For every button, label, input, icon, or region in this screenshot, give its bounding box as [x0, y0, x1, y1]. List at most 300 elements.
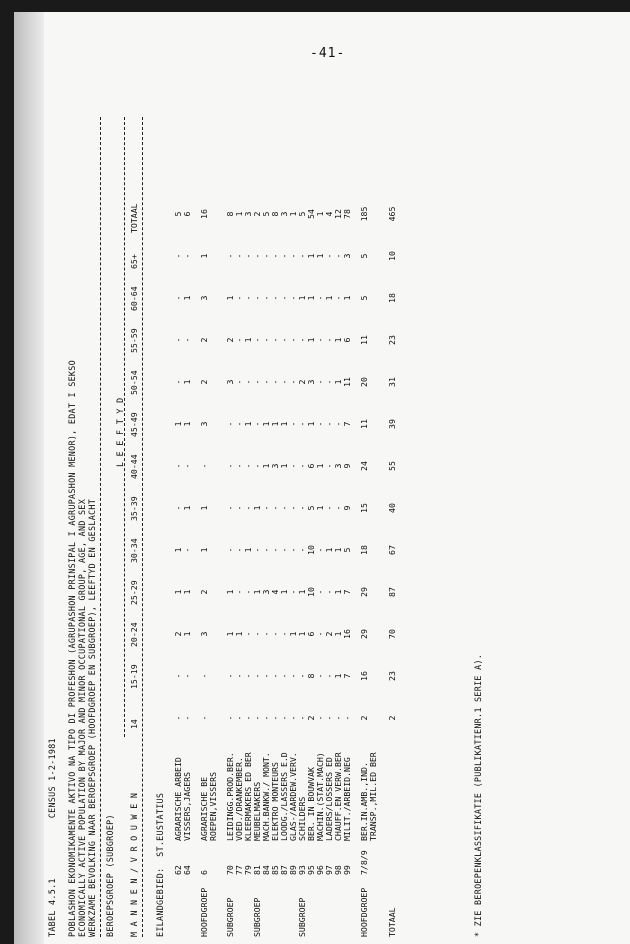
value-cell: - [270, 253, 280, 259]
value-cell: - [173, 673, 183, 679]
col-header: 15-19 [129, 664, 139, 689]
occupation-label: ELEKTRO MONTEURS [270, 762, 280, 841]
occupation-label: LADERS/LOSSERS ED [324, 757, 334, 841]
group-code: 98 [333, 865, 343, 875]
value-cell: 1 [261, 421, 271, 427]
island-label: EILANDGEBIED: ST.EUSTATIUS [155, 792, 165, 937]
value-cell: - [288, 379, 298, 385]
value-cell: - [234, 463, 244, 469]
group-code: 62 [173, 865, 183, 875]
value-cell: - [297, 337, 307, 343]
value-cell: - [288, 337, 298, 343]
value-cell: - [288, 421, 298, 427]
value-cell: - [288, 505, 298, 511]
value-cell: 40 [387, 503, 397, 513]
value-cell: - [315, 547, 325, 553]
value-cell: - [315, 631, 325, 637]
value-cell: 6 [306, 631, 316, 637]
value-cell: 5 [173, 211, 183, 217]
value-cell: 3 [199, 421, 209, 427]
value-cell: - [182, 337, 192, 343]
value-cell: 67 [387, 545, 397, 555]
value-cell: - [261, 715, 271, 721]
value-cell: 1 [234, 631, 244, 637]
value-cell: 1 [243, 337, 253, 343]
col-header: 30-34 [129, 538, 139, 563]
value-cell: 3 [333, 463, 343, 469]
value-cell: 1 [182, 421, 192, 427]
value-cell: 2 [199, 337, 209, 343]
title-line-2: ECONOMICALLY ACTIVE POPULATION BY MAJOR AND MINOR OCCUPATIONAL GROUP, AGE, AND SEX [77, 498, 87, 937]
value-cell: 16 [199, 209, 209, 219]
table-id: TABEL 4.5.1 [47, 878, 57, 937]
value-cell: - [288, 463, 298, 469]
value-cell: - [279, 505, 289, 511]
table-id-line [48, 738, 56, 937]
value-cell: 2 [199, 379, 209, 385]
occupation-label: MACHIN.(STAT.MACH) [315, 752, 325, 841]
col-header: 14 [129, 719, 139, 729]
value-cell: - [182, 463, 192, 469]
value-cell: 10 [306, 545, 316, 555]
value-cell: - [288, 589, 298, 595]
value-cell: - [333, 715, 343, 721]
group-code: 84 [261, 865, 271, 875]
divider [124, 117, 125, 737]
value-cell: 2 [297, 379, 307, 385]
value-cell: - [297, 673, 307, 679]
value-cell: 2 [252, 211, 262, 217]
value-cell: 1 [333, 547, 343, 553]
value-cell: 10 [387, 251, 397, 261]
group-label: HOOFDGROEP [199, 887, 209, 937]
value-cell: - [252, 715, 262, 721]
occupation-label: ROEPEN,VISSERS [208, 771, 218, 841]
value-cell: 1 [182, 589, 192, 595]
value-cell: 18 [359, 545, 369, 555]
value-cell: 87 [387, 587, 397, 597]
col-header: 65+ [129, 254, 139, 269]
col-header: 20-24 [129, 622, 139, 647]
value-cell: 4 [270, 589, 280, 595]
group-code: 6 [199, 870, 209, 875]
col-header: 35-39 [129, 496, 139, 521]
value-cell: 465 [387, 206, 397, 222]
value-cell: 1 [199, 253, 209, 259]
value-cell: - [261, 547, 271, 553]
value-cell: 1 [234, 211, 244, 217]
value-cell: - [333, 295, 343, 301]
value-cell: - [225, 421, 235, 427]
value-cell: 1 [297, 631, 307, 637]
value-cell: - [261, 673, 271, 679]
value-cell: - [270, 337, 280, 343]
col-header: 55-59 [129, 328, 139, 353]
value-cell: 16 [359, 671, 369, 681]
value-cell: 1 [182, 631, 192, 637]
value-cell: - [243, 715, 253, 721]
group-code: 93 [297, 865, 307, 875]
value-cell: - [173, 337, 183, 343]
title-line-3: WERKZAME BEVOLKING NAAR BEROEPSGROEP (HOOFDGROEP EN SUBGROEP), LEEFTYD EN GESLACHT [87, 498, 97, 937]
group-code: 85 [270, 865, 280, 875]
value-cell: 1 [279, 421, 289, 427]
value-cell: - [243, 379, 253, 385]
value-cell: - [270, 715, 280, 721]
value-cell: - [324, 673, 334, 679]
occupation-label: LOODG./LASSERS E.D [279, 752, 289, 841]
value-cell: 1 [333, 673, 343, 679]
group-code: 64 [182, 865, 192, 875]
value-cell: 5 [297, 211, 307, 217]
value-cell: 1 [288, 631, 298, 637]
value-cell: - [261, 337, 271, 343]
value-cell: - [234, 673, 244, 679]
value-cell: 54 [306, 209, 316, 219]
value-cell: 1 [315, 253, 325, 259]
value-cell: - [243, 253, 253, 259]
value-cell: 18 [387, 293, 397, 303]
value-cell: 5 [261, 211, 271, 217]
value-cell: - [297, 505, 307, 511]
group-code: 70 [225, 865, 235, 875]
value-cell: 3 [225, 379, 235, 385]
occupation-label: TRANSP.,MIL.ED BER [368, 752, 378, 841]
col-header: 45-49 [129, 412, 139, 437]
value-cell: 1 [279, 589, 289, 595]
value-cell: 11 [359, 419, 369, 429]
divider [100, 117, 101, 937]
value-cell: 1 [279, 463, 289, 469]
value-cell: 1 [297, 295, 307, 301]
value-cell: - [173, 505, 183, 511]
value-cell: - [225, 715, 235, 721]
value-cell: - [279, 379, 289, 385]
value-cell: 23 [387, 671, 397, 681]
footnote: * ZIE BEROEPENKLASSIFIKATIE (PUBLIKATIENR.1 SERIE A). [473, 653, 483, 937]
value-cell: 185 [359, 206, 369, 222]
value-cell: - [252, 673, 262, 679]
value-cell: - [252, 547, 262, 553]
value-cell: - [243, 589, 253, 595]
value-cell: 55 [387, 461, 397, 471]
value-cell: - [279, 295, 289, 301]
value-cell: - [279, 337, 289, 343]
value-cell: - [243, 463, 253, 469]
value-cell: - [288, 715, 298, 721]
value-cell: 1 [243, 547, 253, 553]
value-cell: 1 [173, 547, 183, 553]
value-cell: 3 [199, 295, 209, 301]
value-cell: 1 [333, 631, 343, 637]
value-cell: - [315, 421, 325, 427]
value-cell: 1 [173, 421, 183, 427]
census-date: CENSUS 1-2-1981 [47, 738, 57, 819]
value-cell: - [225, 463, 235, 469]
value-cell: 12 [333, 209, 343, 219]
value-cell: 1 [182, 295, 192, 301]
value-cell: - [225, 547, 235, 553]
age-header: L E E F T Y D [115, 397, 125, 467]
value-cell: - [234, 589, 244, 595]
value-cell: 70 [387, 629, 397, 639]
value-cell: 1 [199, 505, 209, 511]
value-cell: - [234, 253, 244, 259]
occupation-label: AGRARISCHE ARBEID [173, 757, 183, 841]
value-cell: 6 [306, 463, 316, 469]
value-cell: 2 [324, 631, 334, 637]
value-cell: - [234, 505, 244, 511]
occupation-label: MACH.BANKW./ MONT. [261, 752, 271, 841]
value-cell: 1 [342, 295, 352, 301]
occupation-label: VOED./DRANKEMBER. [234, 757, 244, 841]
value-cell: 9 [342, 463, 352, 469]
value-cell: - [324, 253, 334, 259]
value-cell: 5 [359, 295, 369, 301]
value-cell: - [297, 421, 307, 427]
value-cell: 3 [306, 379, 316, 385]
value-cell: - [333, 421, 343, 427]
value-cell: 78 [342, 209, 352, 219]
value-cell: 1 [306, 337, 316, 343]
value-cell: 2 [306, 715, 316, 721]
value-cell: 2 [359, 715, 369, 721]
value-cell: 3 [199, 631, 209, 637]
value-cell: - [261, 295, 271, 301]
value-cell: - [261, 379, 271, 385]
value-cell: - [333, 253, 343, 259]
value-cell: - [288, 253, 298, 259]
value-cell: 11 [342, 377, 352, 387]
value-cell: 7 [342, 673, 352, 679]
value-cell: 8 [306, 673, 316, 679]
value-cell: 1 [182, 505, 192, 511]
value-cell: - [243, 673, 253, 679]
value-cell: - [324, 715, 334, 721]
value-cell: 1 [173, 589, 183, 595]
value-cell: - [297, 253, 307, 259]
value-cell: 29 [359, 629, 369, 639]
value-cell: - [252, 295, 262, 301]
value-cell: - [243, 295, 253, 301]
value-cell: - [324, 421, 334, 427]
value-cell: 2 [173, 631, 183, 637]
value-cell: - [173, 715, 183, 721]
value-cell: - [261, 505, 271, 511]
value-cell: 1 [288, 211, 298, 217]
value-cell: - [270, 505, 280, 511]
sex-label: M A N N E N / V R O U W E N [129, 792, 139, 937]
value-cell: - [315, 589, 325, 595]
value-cell: 5 [359, 253, 369, 259]
value-cell: - [173, 295, 183, 301]
value-cell: 1 [315, 211, 325, 217]
value-cell: 7 [342, 589, 352, 595]
value-cell: 3 [243, 211, 253, 217]
value-cell: 2 [225, 337, 235, 343]
value-cell: 3 [279, 211, 289, 217]
value-cell: - [225, 505, 235, 511]
value-cell: 1 [333, 337, 343, 343]
group-code: 96 [315, 865, 325, 875]
value-cell: - [279, 673, 289, 679]
value-cell: - [182, 715, 192, 721]
value-cell: 5 [342, 547, 352, 553]
occupation-label: MEUBELMAKERS [252, 781, 262, 841]
value-cell: 1 [324, 295, 334, 301]
rotated-table [44, 117, 484, 937]
occupation-label: VISSERS,JAGERS [182, 771, 192, 841]
value-cell: 6 [342, 337, 352, 343]
value-cell: 1 [333, 379, 343, 385]
value-cell: 29 [359, 587, 369, 597]
value-cell: - [297, 463, 307, 469]
value-cell: 15 [359, 503, 369, 513]
value-cell: - [173, 379, 183, 385]
value-cell: 39 [387, 419, 397, 429]
value-cell: 1 [243, 421, 253, 427]
value-cell: - [252, 379, 262, 385]
value-cell: 31 [387, 377, 397, 387]
value-cell: - [279, 253, 289, 259]
col-header: 50-54 [129, 370, 139, 395]
value-cell: - [225, 673, 235, 679]
value-cell: - [199, 715, 209, 721]
value-cell: 1 [270, 421, 280, 427]
value-cell: 3 [342, 253, 352, 259]
group-label: SUBGROEP [252, 897, 262, 937]
value-cell: - [270, 379, 280, 385]
occupation-label: KLEERMAKERS ED BER [243, 752, 253, 841]
value-cell: - [252, 463, 262, 469]
group-code: 77 [234, 865, 244, 875]
value-cell: 1 [225, 295, 235, 301]
value-cell: 20 [359, 377, 369, 387]
value-cell: - [270, 547, 280, 553]
value-cell: - [324, 379, 334, 385]
value-cell: - [234, 421, 244, 427]
group-code: 79 [243, 865, 253, 875]
value-cell: - [315, 337, 325, 343]
row-header: BEROEPSGROEP (SUBGROEP) [105, 814, 115, 937]
occupation-label: GLAS-/AARDEW.VERV. [288, 752, 298, 841]
value-cell: - [252, 421, 262, 427]
value-cell: 1 [315, 505, 325, 511]
value-cell: - [324, 505, 334, 511]
col-header: 40-44 [129, 454, 139, 479]
value-cell: - [252, 631, 262, 637]
occupation-label: BER. IN BOUWVAK [306, 767, 316, 841]
value-cell: - [279, 547, 289, 553]
group-label: TOTAAL [387, 907, 397, 937]
value-cell: - [243, 631, 253, 637]
value-cell: 23 [387, 335, 397, 345]
value-cell: - [234, 337, 244, 343]
occupation-label: MILIT./ARBEID.NEG [342, 757, 352, 841]
value-cell: 1 [297, 589, 307, 595]
value-cell: 1 [315, 463, 325, 469]
value-cell: 1 [306, 421, 316, 427]
group-code: 7/8/9 [359, 850, 369, 875]
value-cell: 1 [225, 589, 235, 595]
value-cell: - [182, 253, 192, 259]
group-label: SUBGROEP [225, 897, 235, 937]
value-cell: - [342, 715, 352, 721]
value-cell: - [270, 631, 280, 637]
group-code: 89 [288, 865, 298, 875]
col-header: 60-64 [129, 286, 139, 311]
value-cell: - [225, 253, 235, 259]
value-cell: 6 [182, 211, 192, 217]
value-cell: 3 [261, 589, 271, 595]
value-cell: 2 [387, 715, 397, 721]
group-code: 97 [324, 865, 334, 875]
col-header: TOTAAL [129, 203, 139, 233]
value-cell: 3 [270, 463, 280, 469]
value-cell: 1 [252, 589, 262, 595]
value-cell: - [252, 253, 262, 259]
value-cell: 1 [261, 463, 271, 469]
value-cell: 1 [306, 253, 316, 259]
value-cell: - [199, 673, 209, 679]
value-cell: - [315, 295, 325, 301]
group-label: SUBGROEP [297, 897, 307, 937]
value-cell: - [288, 295, 298, 301]
value-cell: 4 [324, 211, 334, 217]
value-cell: - [270, 673, 280, 679]
occupation-label: BER.IN.AMB.,IND. [359, 762, 369, 841]
value-cell: - [173, 253, 183, 259]
value-cell: - [261, 631, 271, 637]
value-cell: - [261, 253, 271, 259]
value-cell: - [243, 505, 253, 511]
value-cell: 8 [270, 211, 280, 217]
occupation-label: SCHILDERS [297, 796, 307, 841]
value-cell: 9 [342, 505, 352, 511]
occupation-label: AGRARISCHE BE [199, 776, 209, 841]
page-number: -41- [310, 46, 346, 61]
value-cell: - [252, 337, 262, 343]
group-code: 87 [279, 865, 289, 875]
value-cell: - [324, 337, 334, 343]
group-code: 99 [342, 865, 352, 875]
value-cell: - [234, 379, 244, 385]
value-cell: 1 [225, 631, 235, 637]
occupation-label: LEIDINGG.PROD.BER. [225, 752, 235, 841]
value-cell: 1 [199, 547, 209, 553]
value-cell: - [297, 715, 307, 721]
group-code: 95 [306, 865, 316, 875]
value-cell: - [182, 673, 192, 679]
value-cell: - [315, 379, 325, 385]
value-cell: - [270, 295, 280, 301]
value-cell: 1 [182, 379, 192, 385]
value-cell: - [234, 715, 244, 721]
value-cell: 11 [359, 335, 369, 345]
value-cell: - [173, 463, 183, 469]
value-cell: - [279, 631, 289, 637]
value-cell: 16 [342, 629, 352, 639]
value-cell: - [324, 463, 334, 469]
value-cell: - [234, 295, 244, 301]
value-cell: - [199, 463, 209, 469]
value-cell: - [234, 547, 244, 553]
value-cell: - [288, 673, 298, 679]
value-cell: 8 [225, 211, 235, 217]
document-page [14, 12, 630, 944]
value-cell: - [279, 715, 289, 721]
binding-gutter [14, 12, 44, 944]
